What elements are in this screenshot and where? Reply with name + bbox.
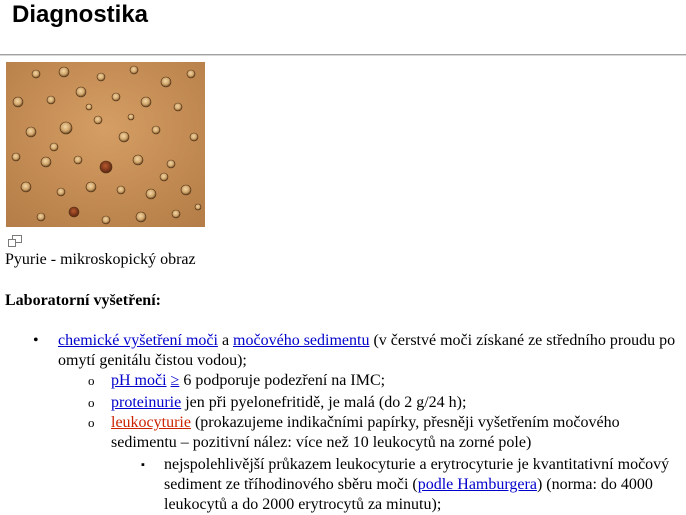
cell-mark: [100, 161, 112, 173]
link-leukocyturia[interactable]: leukocyturie: [111, 414, 191, 431]
cell-mark: [12, 153, 20, 161]
cell-mark: [190, 133, 198, 141]
pyuria-microscopy-image[interactable]: [6, 62, 205, 227]
cell-mark: [86, 104, 92, 110]
link-proteinuria[interactable]: proteinurie: [111, 394, 182, 411]
sub-list-item: proteinurie jen při pyelonefritidě, je malá (do 2 g/24 h);: [111, 394, 467, 411]
cell-mark: [94, 116, 102, 124]
cell-mark: [174, 103, 182, 111]
cell-mark: [160, 173, 168, 181]
cell-mark: [195, 204, 201, 210]
list-bullet: •: [33, 332, 39, 349]
sub-sub-list-item: nejspolehlivější průkazem leukocyturie a erytrocyturie je kvantitativní močový sediment ze tříhodinového sběru moči (podle Hamburgera) (norma: do 4000 leukocytů a do 2000 erytrocytů za minutu);: [164, 456, 670, 513]
enlarge-icon[interactable]: [8, 235, 22, 247]
link-urine-ph[interactable]: pH moči: [111, 372, 167, 389]
cell-mark: [133, 155, 143, 165]
cell-mark: [74, 156, 82, 164]
cell-mark: [112, 93, 120, 101]
cell-mark: [128, 114, 134, 120]
cell-mark: [117, 186, 125, 194]
sub-list-item: leukocyturie (prokazujeme indikačními papírky, přesněji vyšetřením močového sedimentu – pozitivní nález: více než 10 leukocytů na zorné pole): [111, 414, 620, 451]
sub-sub-list-bullet: ▪: [141, 459, 145, 471]
cell-mark: [181, 185, 191, 195]
sub-list-bullet: o: [88, 373, 95, 388]
cell-mark: [60, 122, 72, 134]
page-title: Diagnostika: [12, 1, 149, 28]
cell-mark: [76, 87, 86, 97]
cell-mark: [146, 189, 156, 199]
sub-list-bullet: o: [88, 395, 95, 410]
cell-mark: [136, 212, 146, 222]
cell-mark: [97, 73, 105, 81]
cell-mark: [57, 188, 65, 196]
cell-mark: [32, 70, 40, 78]
cell-mark: [47, 96, 55, 104]
cell-mark: [130, 66, 138, 74]
image-caption: Pyurie - mikroskopický obraz: [5, 251, 196, 268]
list-item: chemické vyšetření moči a močového sedimentu (v čerstvé moči získané ze středního proudu po omytí genitálu čistou vodou);: [58, 332, 676, 369]
section-heading: Laboratorní vyšetření:: [5, 292, 161, 309]
cell-mark: [141, 97, 151, 107]
cell-mark: [13, 97, 23, 107]
cell-mark: [26, 127, 36, 137]
link-chemical-urine-test[interactable]: chemické vyšetření moči: [58, 332, 218, 349]
cell-mark: [187, 70, 195, 78]
cell-mark: [172, 210, 180, 218]
cell-mark: [167, 160, 175, 168]
cell-mark: [86, 182, 96, 192]
sub-list-item: pH moči ≥ 6 podporuje podezření na IMC;: [111, 372, 386, 389]
horizontal-divider: [0, 54, 686, 56]
cell-mark: [50, 143, 58, 151]
cell-mark: [69, 207, 79, 217]
link-urine-sediment[interactable]: močového sedimentu: [233, 332, 370, 349]
cell-mark: [102, 216, 110, 224]
cell-mark: [152, 126, 160, 134]
cell-mark: [119, 132, 129, 142]
cell-mark: [37, 213, 45, 221]
link-greater-equal[interactable]: ≥: [170, 372, 180, 389]
cell-mark: [21, 182, 31, 192]
link-hamburger-method[interactable]: podle Hamburgera: [417, 476, 537, 493]
cell-mark: [161, 77, 171, 87]
cell-mark: [59, 67, 69, 77]
sub-list-bullet: o: [88, 415, 95, 430]
cell-mark: [41, 157, 51, 167]
